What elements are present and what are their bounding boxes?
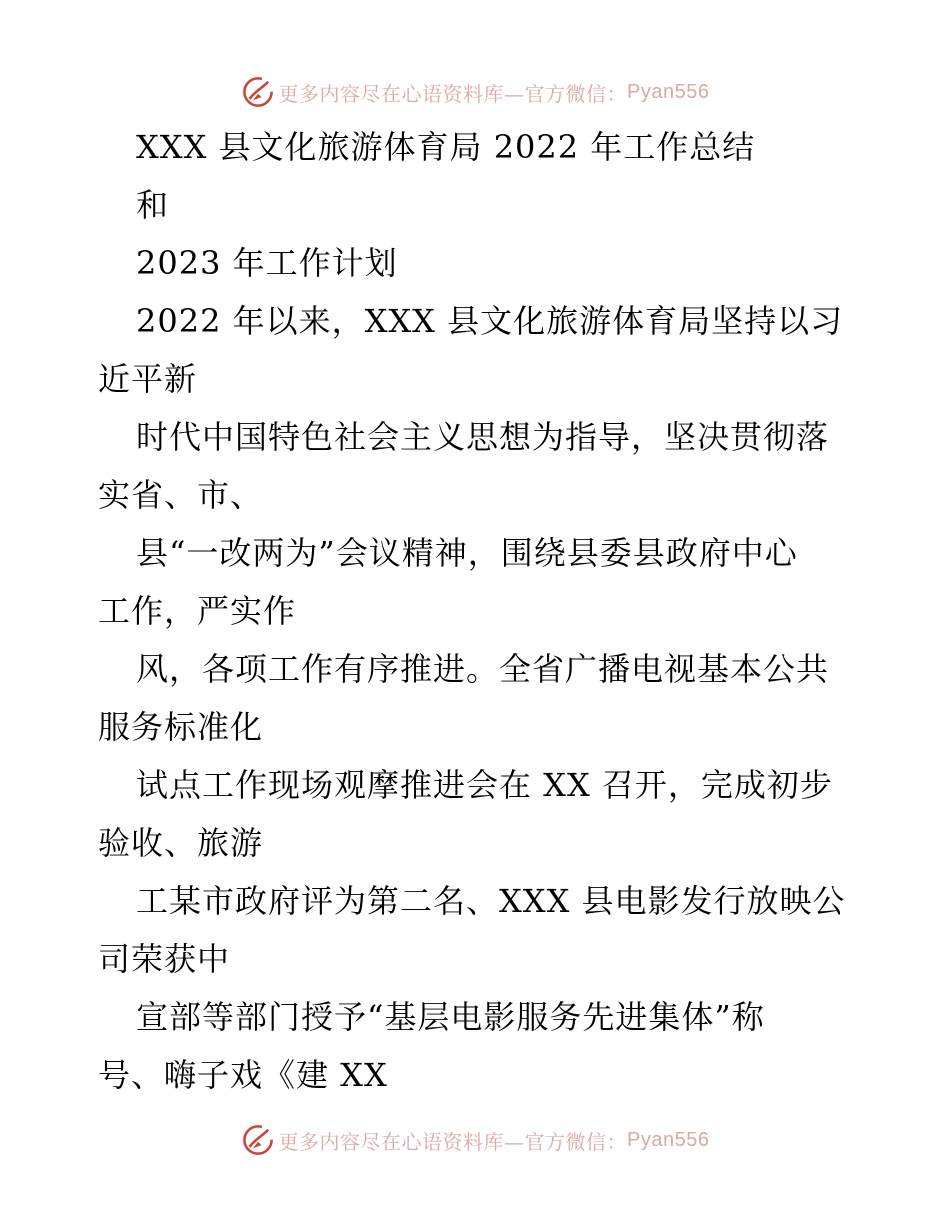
watermark-footer xyxy=(0,1120,950,1160)
text-line: 号、嗨子戏《建 XX xyxy=(98,1056,388,1094)
text-line: 风，各项工作有序推进。全省广播电视基本公共 xyxy=(136,650,830,688)
text-line: 司荣获中 xyxy=(98,940,231,978)
text-line: 工作，严实作 xyxy=(98,592,297,630)
text-line: 时代中国特色社会主义思想为指导，坚决贯彻落 xyxy=(136,418,830,456)
watermark-wechat-id: Pyan556 xyxy=(627,80,710,103)
text-line: 县“一改两为”会议精神，围绕县委县政府中心 xyxy=(136,534,798,572)
text-line: 近平新 xyxy=(98,360,198,398)
text-line: 和 xyxy=(136,186,170,224)
text-line: 试点工作现场观摩推进会在 XX 召开，完成初步 xyxy=(136,766,833,804)
text-line: 工某市政府评为第二名、XXX 县电影发行放映公 xyxy=(136,882,846,920)
watermark-text: 更多内容尽在心语资料库—官方微信： xyxy=(278,1129,628,1154)
brand-logo-icon xyxy=(241,75,275,109)
text-line: 宣部等部门授予“基层电影服务先进集体”称 xyxy=(136,998,765,1036)
watermark-text: 更多内容尽在心语资料库—官方微信： xyxy=(278,81,628,106)
text-line: XXX 县文化旅游体育局 2022 年工作总结 xyxy=(136,128,756,166)
text-line: 服务标准化 xyxy=(98,708,264,746)
document-body xyxy=(98,118,878,1104)
text-line: 验收、旅游 xyxy=(98,824,264,862)
watermark-header xyxy=(0,72,950,112)
brand-logo-icon xyxy=(241,1123,275,1157)
text-line: 2023 年工作计划 xyxy=(136,244,398,282)
watermark-wechat-id: Pyan556 xyxy=(627,1128,710,1151)
text-line: 实省、市、 xyxy=(98,476,264,514)
text-line: 2022 年以来，XXX 县文化旅游体育局坚持以习 xyxy=(136,302,844,340)
